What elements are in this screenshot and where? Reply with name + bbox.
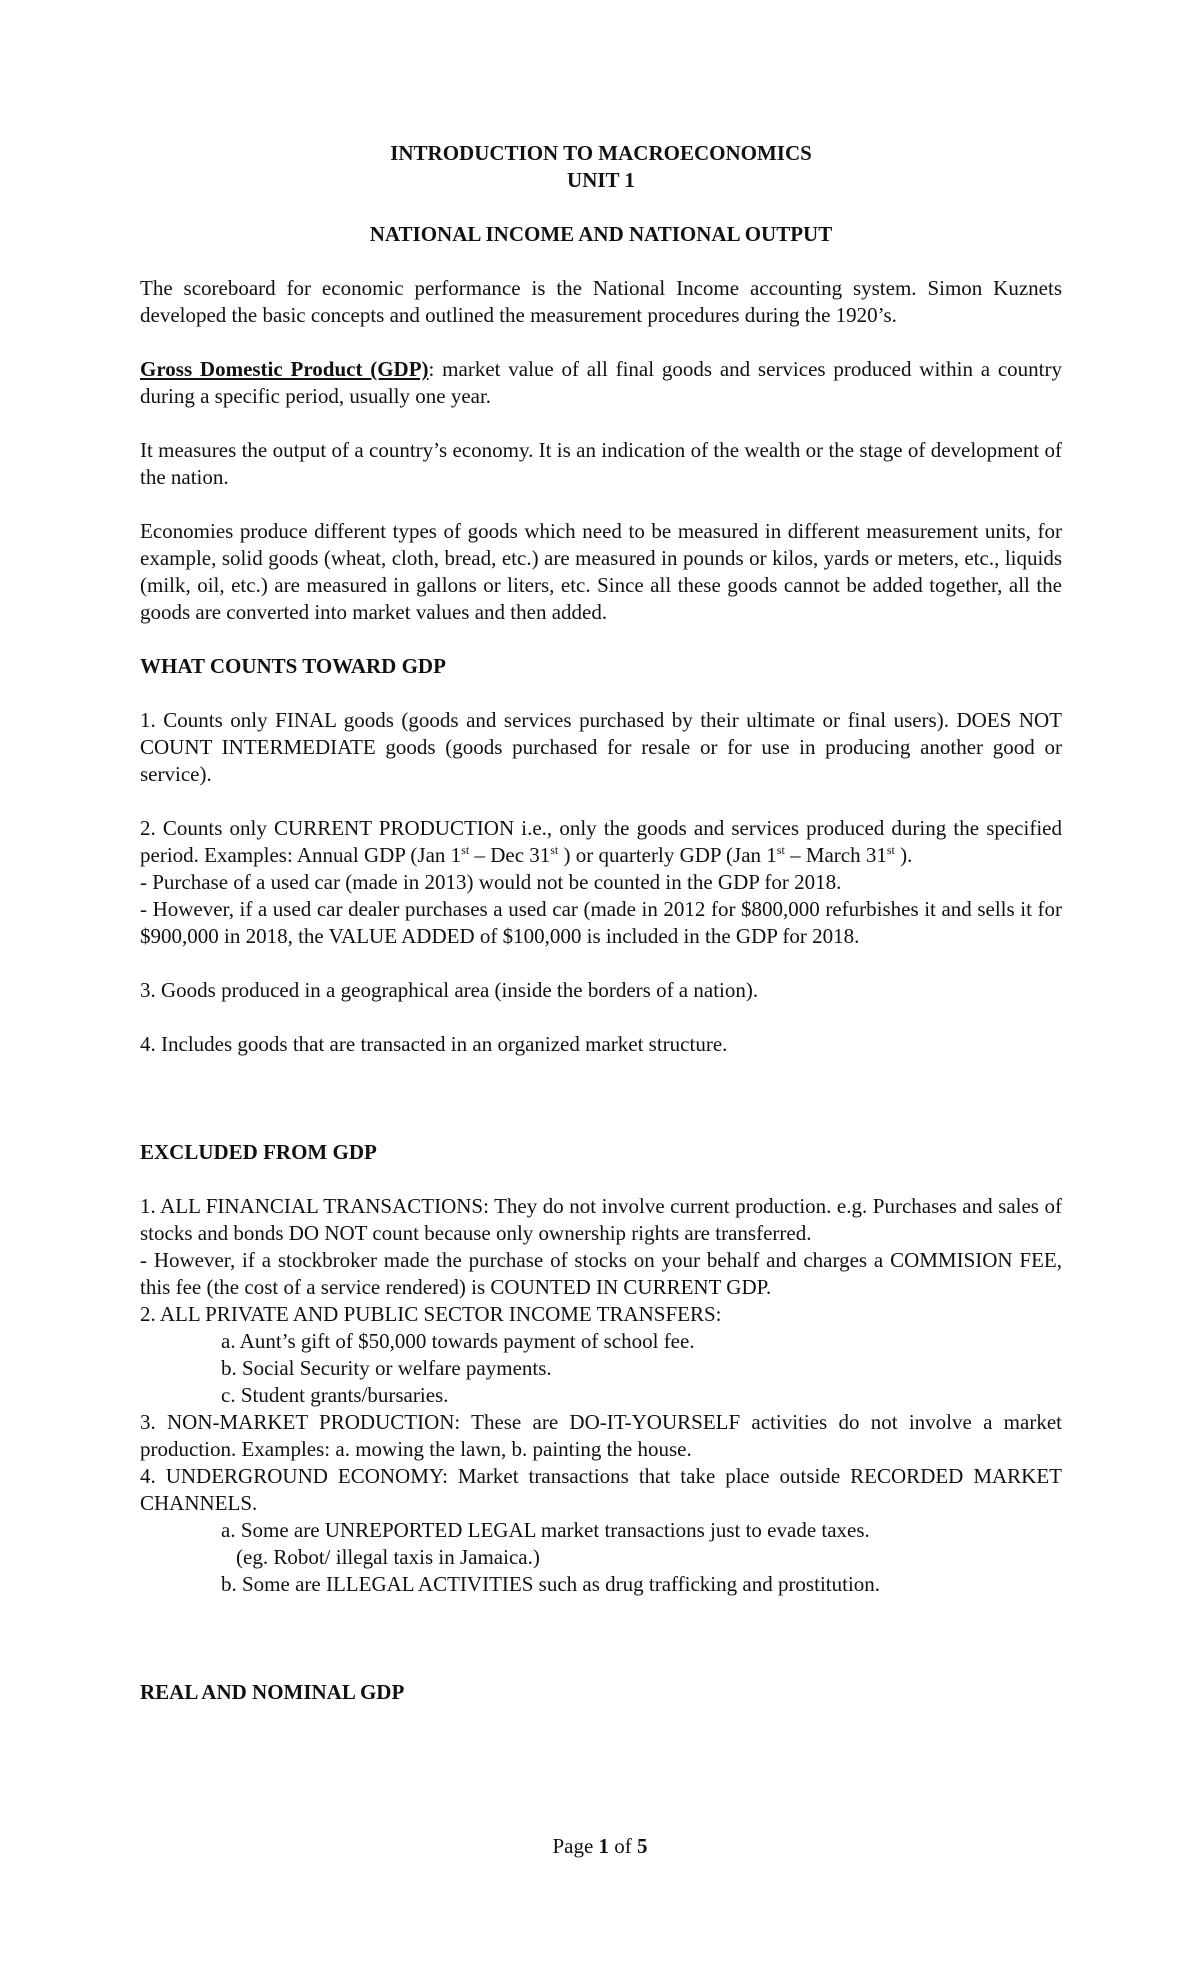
excluded-item-1: 1. ALL FINANCIAL TRANSACTIONS: They do not involve current production. e.g. Purchases and sales of stocks and bonds DO NOT count because only ownership rights are transferred. (140, 1194, 1062, 1245)
excluded-item-2-c: c. Student grants/bursaries. (221, 1383, 449, 1407)
counts-item-2-text-c: ) or quarterly GDP (Jan 1 (558, 843, 777, 867)
counts-item-2-text-e: ). (894, 843, 913, 867)
counts-item-4: 4. Includes goods that are transacted in an organized market structure. (140, 1032, 728, 1056)
superscript: st (776, 843, 785, 857)
gdp-definition (140, 356, 1062, 410)
counts-item-2-text-b: – Dec 31 (469, 843, 551, 867)
real-nominal-heading: REAL AND NOMINAL GDP (140, 1680, 405, 1704)
counts-item-2-text-d: – March 31 (784, 843, 887, 867)
counts-item-1: 1. Counts only FINAL goods (goods and services purchased by their ultimate or final users). DOES NOT COUNT INTERMEDIATE goods (goods purchased for resale or for use in producing another good or service). (140, 708, 1062, 786)
unit-label: UNIT 1 (567, 168, 635, 192)
superscript: st (886, 843, 895, 857)
counts-item-2-dealer: - However, if a used car dealer purchases a used car (made in 2012 for $800,000 refurbishes it and sells it for $900,000 in 2018, the VALUE ADDED of $100,000 is included in the GDP for 2018. (140, 897, 1062, 948)
section-title: NATIONAL INCOME AND NATIONAL OUTPUT (369, 222, 833, 246)
excluded-item-4-a: a. Some are UNREPORTED LEGAL market transactions just to evade taxes. (221, 1518, 870, 1542)
counts-item-2 (140, 815, 1062, 869)
document-title: INTRODUCTION TO MACROECONOMICS (390, 141, 812, 165)
excluded-item-1-note: - However, if a stockbroker made the purchase of stocks on your behalf and charges a COMMISION FEE, this fee (the cost of a service rendered) is COUNTED IN CURRENT GDP. (140, 1248, 1062, 1299)
excluded-item-4-b: b. Some are ILLEGAL ACTIVITIES such as drug trafficking and prostitution. (221, 1572, 881, 1596)
page-footer (0, 1834, 1200, 1859)
page-number: 1 (598, 1834, 610, 1858)
excluded-heading: EXCLUDED FROM GDP (140, 1140, 377, 1164)
excluded-item-4-a-example: (eg. Robot/ illegal taxis in Jamaica.) (236, 1545, 540, 1569)
economies-paragraph: Economies produce different types of goods which need to be measured in different measurement units, for example, solid goods (wheat, cloth, bread, etc.) are measured in pounds or kilos, yards or meters, etc., liquids (milk, oil, etc.) are measured in gallons or liters, etc. Since all these goods cannot be added together, all the goods are converted into market values and then added. (140, 519, 1062, 624)
excluded-item-2-a: a. Aunt’s gift of $50,000 towards payment of school fee. (221, 1329, 695, 1353)
intro-paragraph: The scoreboard for economic performance is the National Income accounting system. Simon Kuznets developed the basic concepts and outlined the measurement procedures during the 1920’s. (140, 276, 1062, 327)
counts-item-2-text-a: 2. Counts only CURRENT PRODUCTION i.e., only the goods and services produced during the specified period. Examples: Annual GDP (Jan 1 (140, 816, 1062, 867)
excluded-item-4: 4. UNDERGROUND ECONOMY: Market transactions that take place outside RECORDED MARKET CHANNELS. (140, 1464, 1062, 1515)
measures-paragraph: It measures the output of a country’s economy. It is an indication of the wealth or the stage of development of the nation. (140, 438, 1062, 489)
excluded-item-2: 2. ALL PRIVATE AND PUBLIC SECTOR INCOME TRANSFERS: (140, 1302, 722, 1326)
gdp-definition-text: : market value of all final goods and services produced within a country during a specific period, usually one year. (140, 357, 1062, 408)
document-body (140, 140, 1062, 1706)
footer-prefix: Page (552, 1834, 599, 1858)
gdp-term: Gross Domestic Product (GDP) (140, 357, 429, 381)
superscript: st (461, 843, 470, 857)
counts-item-2-used-car: - Purchase of a used car (made in 2013) would not be counted in the GDP for 2018. (140, 870, 842, 894)
excluded-item-2-b: b. Social Security or welfare payments. (221, 1356, 552, 1380)
footer-of: of (609, 1834, 638, 1858)
counts-heading: WHAT COUNTS TOWARD GDP (140, 654, 446, 678)
excluded-item-3: 3. NON-MARKET PRODUCTION: These are DO-IT-YOURSELF activities do not involve a market production. Examples: a. mowing the lawn, b. painting the house. (140, 1410, 1062, 1461)
counts-item-3: 3. Goods produced in a geographical area (inside the borders of a nation). (140, 978, 759, 1002)
superscript: st (550, 843, 559, 857)
page-total: 5 (637, 1834, 648, 1858)
